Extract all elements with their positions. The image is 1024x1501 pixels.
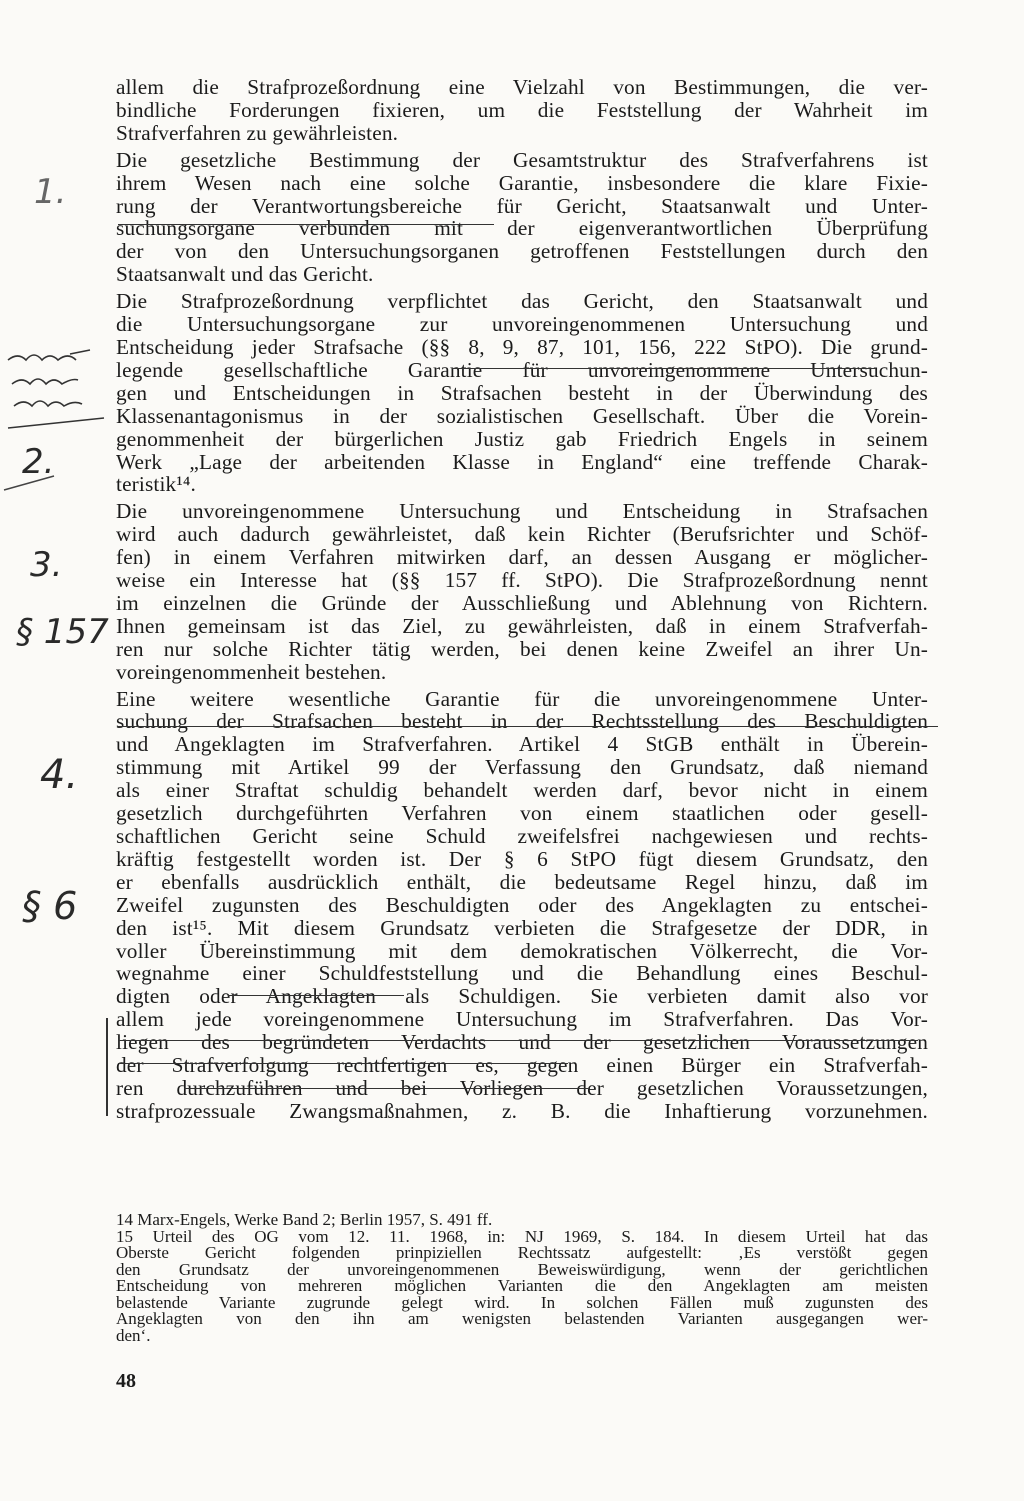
margin-note: 2.: [22, 442, 55, 482]
handwritten-underline: [118, 726, 938, 727]
page-number: 48: [116, 1370, 136, 1392]
text-line: Die Strafprozeßordnung verpflichtet das Gericht, den Staatsanwalt und: [116, 289, 928, 314]
text-line: fen) in einem Verfahren mitwirken darf, an dessen Ausgang er möglicher-: [116, 545, 928, 570]
text-line: strafprozessuale Zwangsmaßnahmen, z. B. die Inhaftierung vorzunehmen.: [116, 1098, 928, 1123]
text-line: weise ein Interesse hat (§§ 157 ff. StPO). Die Strafprozeßordnung nennt: [116, 568, 928, 593]
text-line: Die gesetzliche Bestimmung der Gesamtstruktur des Strafverfahrens ist: [116, 147, 928, 172]
margin-note: § 157: [16, 612, 109, 652]
text-line: rung der Verantwortungsbereiche für Gericht, Staatsanwalt und Unter-: [116, 193, 928, 218]
text-line: die Untersuchungsorgane zur unvoreingenommenen Untersuchung und: [116, 312, 928, 337]
text-line: legende gesellschaftliche Garantie für unvoreingenommene Untersuchun-: [116, 357, 928, 382]
paragraph: [116, 500, 928, 683]
text-line: Ihnen gemeinsam ist das Ziel, zu gewährleisten, daß in einem Strafverfah-: [116, 613, 928, 638]
text-line: suchung der Strafsachen besteht in der Rechtsstellung des Beschuldigten: [116, 709, 928, 734]
footnote-line: den‘.: [116, 1325, 151, 1345]
body-text: [116, 76, 928, 1125]
margin-note: 3.: [30, 545, 63, 585]
margin-note: 4.: [40, 752, 79, 798]
text-line: allem jede voreingenommene Untersuchung im Strafverfahren. Das Vor-: [116, 1007, 928, 1032]
handwritten-underline: [118, 224, 494, 225]
margin-note: 1.: [34, 172, 67, 212]
text-line: genommenheit der bürgerlichen Justiz gab Friedrich Engels in seinem: [116, 426, 928, 451]
handwritten-underline: [118, 1040, 918, 1041]
footnote-line: 15 Urteil des OG vom 12. 11. 1968, in: NJ 1969, S. 184. In diesem Urteil hat das: [116, 1226, 928, 1246]
footnote-line: den Grundsatz der unvoreingenommenen Beweiswürdigung, wenn der gerichtlichen: [116, 1259, 928, 1279]
text-line: Strafverfahren zu gewährleisten.: [116, 120, 399, 145]
text-line: teristik¹⁴.: [116, 472, 196, 497]
text-line: suchungsorgane verbunden mit der eigenverantwortlichen Überprüfung: [116, 216, 928, 241]
footnote-line: Oberste Gericht folgenden prinpiziellen Rechtssatz aufgestellt: ‚Es verstößt gegen: [116, 1243, 928, 1262]
text-line: der Strafverfolgung rechtfertigen es, gegen einen Bürger ein Strafverfah-: [116, 1053, 928, 1078]
margin-note: § 6: [22, 884, 78, 928]
text-line: wegnahme einer Schuldfeststellung und die Behandlung eines Beschul-: [116, 961, 928, 986]
text-line: Werk „Lage der arbeitenden Klasse in England“ eine treffende Charak-: [116, 449, 928, 474]
handwritten-underline: [452, 368, 876, 369]
footnote-line: Angeklagten von den ihn am wenigsten belastenden Varianten ausgegangen wer-: [116, 1309, 928, 1328]
text-line: Entscheidung jeder Strafsache (§§ 8, 9, 87, 101, 156, 222 StPO). Die grund-: [116, 334, 928, 359]
text-line: Klassenantagonismus in der sozialistischen Gesellschaft. Über die Vorein-: [116, 403, 928, 428]
text-line: ren durchzuführen und bei Vorliegen der gesetzlichen Voraussetzungen,: [116, 1075, 928, 1100]
text-line: digten oder Angeklagten als Schuldigen. Sie verbieten damit also vor: [116, 984, 928, 1009]
text-line: allem die Strafprozeßordnung eine Vielzahl von Bestimmungen, die ver-: [116, 75, 928, 99]
text-line: er ebenfalls ausdrücklich enthält, die bedeutsame Regel hinzu, daß im: [116, 869, 928, 894]
text-line: ren nur solche Richter tätig werden, bei denen keine Zweifel an ihrer Un-: [116, 636, 928, 661]
text-line: kräftig festgestellt worden ist. Der § 6 StPO fügt diesem Grundsatz, den: [116, 846, 928, 871]
paragraph: [116, 149, 928, 286]
text-line: gen und Entscheidungen in Strafsachen besteht in der Überwindung des: [116, 380, 928, 405]
text-line: Staatsanwalt und das Gericht.: [116, 262, 374, 287]
margin-bracket: [106, 1018, 108, 1116]
footnote-line: belastende Variante zugrunde gelegt wird. In solchen Fällen muß zugunsten des: [116, 1292, 928, 1312]
text-line: bindliche Forderungen fixieren, um die Feststellung der Wahrheit im: [116, 97, 928, 122]
footnote-line: Entscheidung von mehreren möglichen Varianten die den Angeklagten am meisten: [116, 1276, 928, 1295]
footnote-line: 14 Marx-Engels, Werke Band 2; Berlin 1957, S. 491 ff.: [116, 1210, 493, 1229]
handwritten-underline: [228, 995, 404, 996]
text-line: ihrem Wesen nach eine solche Garantie, insbesondere die klare Fixie-: [116, 170, 928, 195]
handwritten-underline: [118, 1063, 568, 1064]
text-line: und Angeklagten im Strafverfahren. Artikel 4 StGB enthält in Überein-: [116, 732, 928, 757]
text-line: als einer Straftat schuldig behandelt werden darf, bevor nicht in einem: [116, 778, 928, 803]
text-line: Zweifel zugunsten des Beschuldigten oder des Angeklagten zu entschei-: [116, 892, 928, 917]
text-line: voller Übereinstimmung mit dem demokratischen Völkerrecht, die Vor-: [116, 938, 928, 963]
text-line: im einzelnen die Gründe der Ausschließung und Ablehnung von Richtern.: [116, 590, 928, 615]
text-line: Die unvoreingenommene Untersuchung und Entscheidung in Strafsachen: [116, 499, 928, 524]
text-line: der von den Untersuchungsorganen getroffenen Feststellungen durch den: [116, 239, 928, 264]
margin-arrow-icon: [0, 470, 60, 500]
text-line: stimmung mit Artikel 99 der Verfassung den Grundsatz, daß niemand: [116, 755, 928, 780]
text-line: Eine weitere wesentliche Garantie für die unvoreingenommene Unter-: [116, 686, 928, 711]
text-line: wird auch dadurch gewährleistet, daß kein Richter (Berufsrichter und Schöf-: [116, 522, 928, 547]
footnotes: [116, 1212, 928, 1344]
text-line: schaftlichen Gericht seine Schuld zweifelsfrei nachgewiesen und rechts-: [116, 824, 928, 848]
text-line: liegen des begründeten Verdachts und der gesetzlichen Voraussetzungen: [116, 1030, 928, 1055]
paragraph: [116, 290, 928, 496]
text-line: gesetzlich durchgeführten Verfahren von einem staatlichen oder gesell-: [116, 801, 928, 826]
margin-scribble-icon: [0, 340, 112, 450]
text-line: voreingenommenheit bestehen.: [116, 659, 387, 684]
paragraph: [116, 76, 928, 145]
handwritten-underline: [184, 1088, 588, 1089]
paragraph: [116, 688, 928, 1123]
text-line: den ist¹⁵. Mit diesem Grundsatz verbieten die Strafgesetze der DDR, in: [116, 915, 928, 940]
